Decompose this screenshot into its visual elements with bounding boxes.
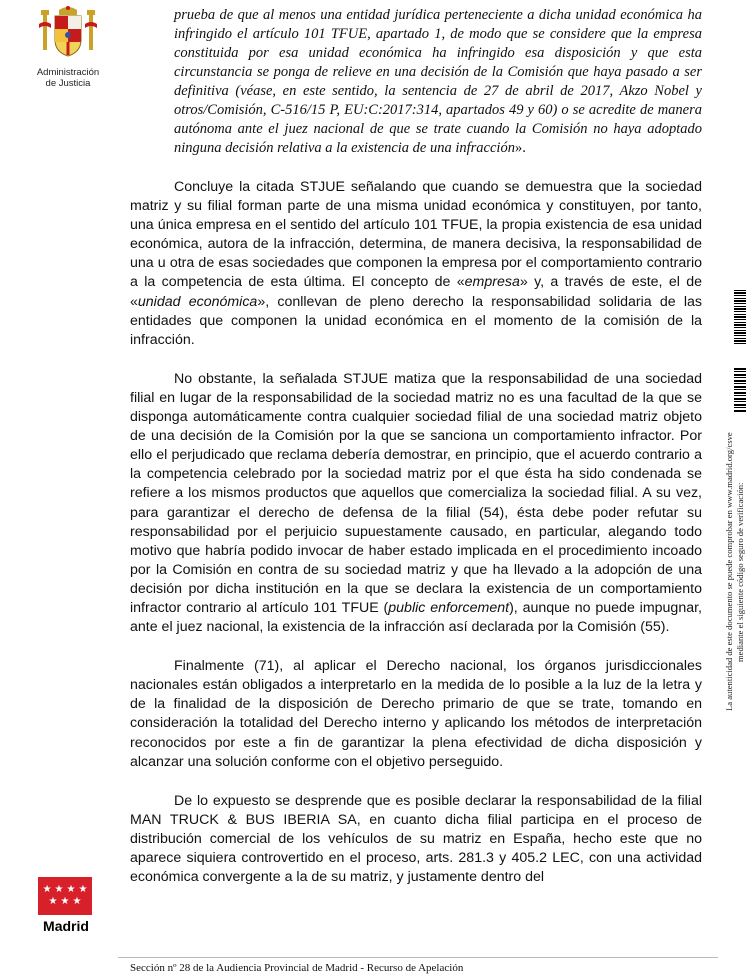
text-run: Finalmente (71), al aplicar el Derecho nacional, los órganos jurisdiccionales nacionales están obligados a interpretarlo en la medida de lo posible a la luz de la letra y de la finalidad de la disposición de Derecho primario de que se trate, tomando en consideración la totalidad del Derecho interno y aplicando los métodos de interpretación reconocidos por este a fin de garantizar la plena efectividad de dicha disposición y alcanzar una solución conforme con el objetivo perseguido.	[130, 658, 702, 770]
emphasis-text: empresa	[464, 274, 520, 291]
madrid-label: Madrid	[43, 918, 89, 934]
text-run: », conllevan de pleno derecho la responsabilidad solidaria de las entidades que componen la unidad económica en el momento de la comisión de la infracción.	[130, 293, 702, 348]
comunidad-madrid-logo	[38, 877, 94, 934]
text-run: De lo expuesto se desprende que es posible declarar la responsabilidad de la filial MAN TRUCK & BUS IBERIA SA, en cuanto dicha filial participa en el proceso de distribución comercial de los vehículos de su matriz en España, hecho este que no aparece siquiera controvertido en el proceso, arts. 281.3 y 405.2 LEC, con una actividad económica convergente a la de su matriz, y justamente dentro del	[130, 792, 702, 886]
verification-text	[724, 422, 748, 722]
emphasis-text: public enforcement	[388, 599, 510, 616]
footer-divider	[118, 957, 718, 958]
logo-caption-line2: de Justicia	[45, 78, 91, 89]
barcode-icon	[734, 368, 746, 412]
verification-sidebar	[724, 282, 750, 752]
paragraph	[130, 792, 702, 887]
text-run: » y, a través de este, el de «	[130, 274, 702, 310]
paragraph	[130, 370, 702, 637]
paragraph	[130, 178, 702, 350]
text-run: ), aunque no puede impugnar, ante el juez nacional, la existencia de la infracción así declarada por la Comisión (55).	[130, 599, 702, 636]
logo-caption-line1: Administración	[36, 67, 100, 78]
administracion-justicia-logo	[28, 4, 108, 89]
madrid-flag-icon: ★ ★ ★ ★ ★ ★ ★	[38, 877, 92, 915]
paragraph	[130, 657, 702, 772]
document-body	[130, 6, 702, 887]
barcode-icon	[734, 290, 746, 346]
text-run: Concluye la citada STJUE señalando que cuando se demuestra que la sociedad matriz y su filial forman parte de una misma unidad económica y constituyen, por tanto, una única empresa en el sentido del artículo 101 TFUE, la propia existencia de esa unidad económica, autora de la infracción, determina, de manera decisiva, la responsabilidad de una u otra de esas sociedades que componen la empresa por el comportamiento contrario a la competencia de esta última. El concepto de «	[130, 179, 702, 291]
coat-of-arms-icon	[37, 4, 99, 60]
emphasis-text: prueba de que al menos una entidad jurídica perteneciente a dicha unidad económica ha infringido el artículo 101 TFUE, apartado 1, de modo que se considere que la empresa constituida por esa unidad económica ha infringido esa disposición y que esta circunstancia se ponga de relieve en una decisión de la Comisión que haya pasado a ser definitiva (véase, en este sentido, la sentencia de 27 de abril de 2017, Akzo Nobel y otros/Comisión, C-516/15 P, EU:C:2017:314, apartados 49 y 60) o se acredite de manera autónoma ante el juez nacional de que se trate cuando la Comisión no haya adoptado ninguna decisión relativa a la existencia de una infracción	[174, 7, 702, 156]
text-run: ».	[514, 140, 526, 156]
quoted-passage	[174, 6, 702, 158]
verification-line2: mediante el siguiente código seguro de verificación:	[735, 482, 745, 662]
verification-line1: La autenticidad de este documento se puede comprobar en www.madrid.org/csve	[724, 432, 734, 712]
footer-text: Sección nº 28 de la Audiencia Provincial de Madrid - Recurso de Apelación	[130, 962, 464, 974]
emphasis-text: unidad económica	[137, 293, 258, 310]
text-run: No obstante, la señalada STJUE matiza que la responsabilidad de una sociedad filial en lugar de la responsabilidad de la sociedad matriz no es una facultad de la que se disponga automáticamente contra cualquier sociedad filial de una sociedad matriz objeto de una decisión de la Comisión por la que se sanciona un comportamiento infractor. Por ello el perjudicado que reclama debería demostrar, en principio, que el acuerdo contrario a la competencia celebrado por la sociedad matriz por el que ésta ha sido condenada se refiere a los mismos productos que aquellos que comercializa la sociedad filial. A su vez, para garantizar el derecho de defensa de la filial (54), ésta debe poder refutar su responsabilidad por el perjuicio supuestamente causado, en particular, alegando todo motivo que habría podido invocar de haber estado implicada en el procedimiento incoado por la Comisión en contra de su sociedad matriz y que ha llevado a la adopción de una decisión por dicha institución en la que se declara la existencia de un comportamiento infractor contrario al artículo 101 TFUE (	[130, 370, 702, 616]
